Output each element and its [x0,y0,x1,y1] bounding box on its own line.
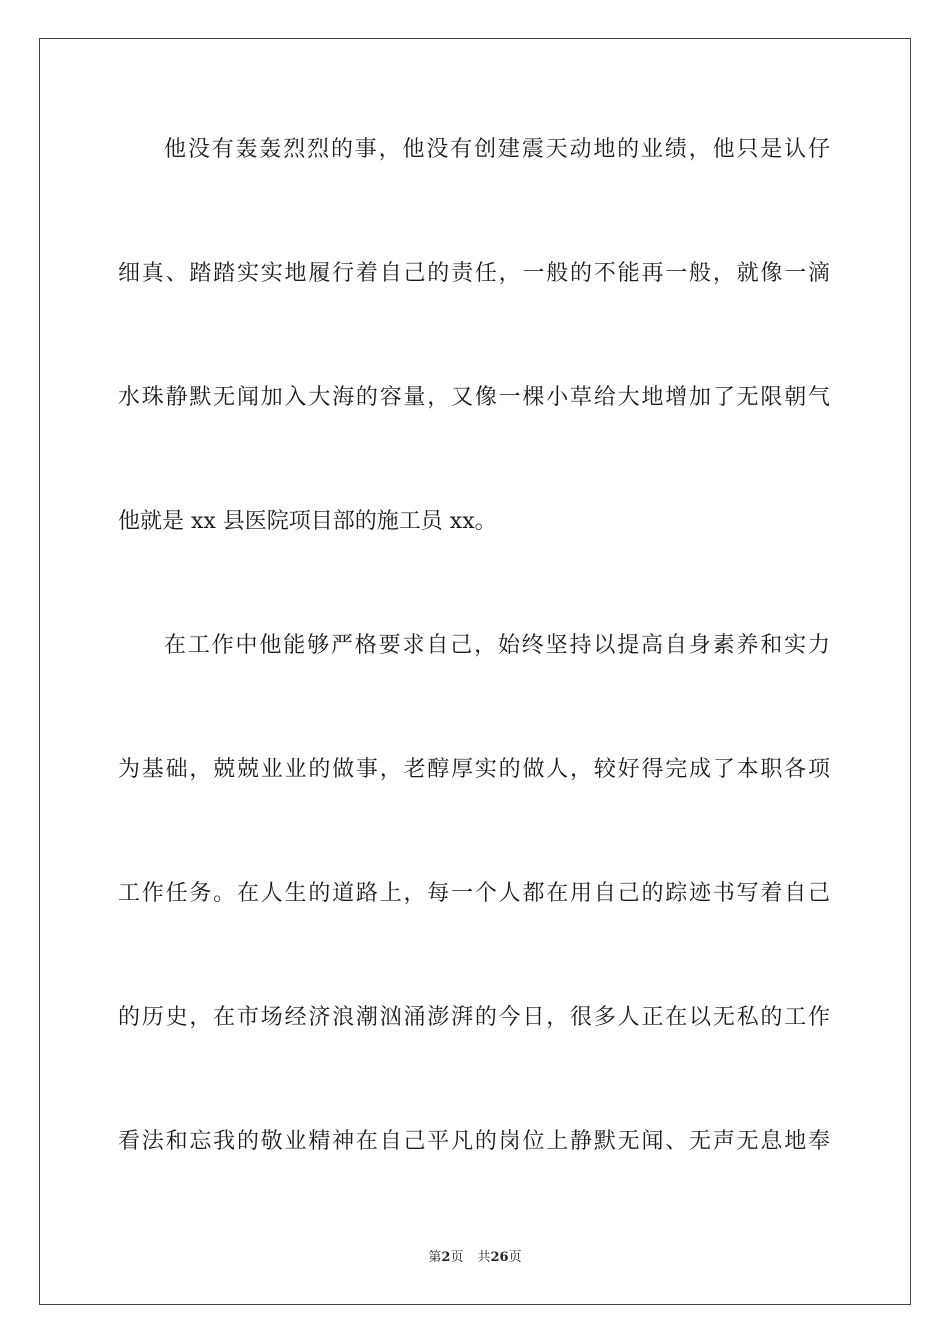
total-suffix: 页 [508,1250,522,1265]
paragraph-2-line-5: 看法和忘我的敬业精神在自己平凡的岗位上静默无闻、无声无息地奉 [118,1129,830,1154]
paragraph-2-line-1: 在工作中他能够严格要求自己，始终坚持以提高自身素养和实力 [164,633,830,658]
paragraph-1-line-4: 他就是 xx 县医院项目部的施工员 xx。 [118,509,497,534]
paragraph-1-line-2: 细真、踏踏实实地履行着自己的责任，一般的不能再一般，就像一滴 [118,261,830,286]
paragraph-1-line-3: 水珠静默无闻加入大海的容量，又像一棵小草给大地增加了无限朝气 [118,385,830,410]
page-suffix: 页 [450,1250,464,1265]
paragraph-1-line-1: 他没有轰轰烈烈的事，他没有创建震天动地的业绩，他只是认仔 [164,137,830,162]
paragraph-2-line-4: 的历史，在市场经济浪潮汹涌澎湃的今日，很多人正在以无私的工作 [118,1005,830,1030]
total-pages: 26 [490,1250,509,1265]
page-prefix: 第 [428,1250,442,1265]
page-border [39,38,911,1305]
page-number: 2 [441,1250,451,1265]
paragraph-2-line-2: 为基础，兢兢业业的做事，老醇厚实的做人，较好得完成了本职各项 [118,757,830,782]
paragraph-2-line-3: 工作任务。在人生的道路上，每一个人都在用自己的踪迹书写着自己 [118,881,830,906]
page-footer [0,1249,950,1267]
total-prefix: 共 [477,1250,491,1265]
